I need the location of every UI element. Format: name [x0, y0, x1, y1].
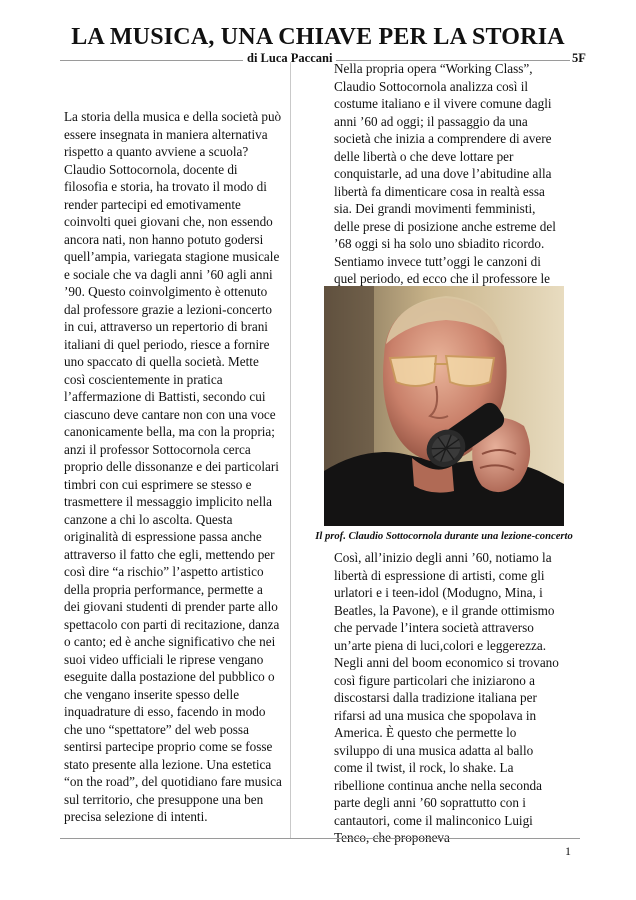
author-byline: di Luca Paccani: [243, 51, 336, 66]
right-column-bottom-text: Così, all’inizio degli anni ’60, notiamo la libertà di espressione di artisti, come gli urlatori e i teen-idol (Modugno, Mina, i Beatles, la Pavone), e il grande ottimismo che pervade l’intera società attraverso un’arte piena di luci,colori e leggerezza. Negli anni del boom economico si trovano così figure particolari che iniziarono a discostarsi dalla tradizione italiana per rifarsi ad una musica che spopolava in America. È questo che permette lo sviluppo di una musica adatta al ballo come il twist, il rock, lo shake. La ribellione continua anche nella seconda parte degli anni ’60 soprattutto con i cantautori, come il malinconico Luigi Tenco, che proponeva: [334, 550, 559, 845]
portrait-photo: [324, 286, 564, 526]
column-divider: [290, 62, 291, 838]
photo-caption: Il prof. Claudio Sottocornola durante una lezione-concerto: [315, 531, 573, 542]
right-column-top-text: Nella propria opera “Working Class”, Claudio Sottocornola analizza così il costume italiano e il vivere comune dagli anni ’60 ad oggi; il passaggio da una società che inizia a comprendere di avere delle libertà o che deve lottare per conquistarle, ad una dove l’abitudine alla libertà fa dimenticare cosa in realtà essa sia. Dei grandi movimenti femministi, delle prese di posizione anche estreme del ’68 oggi si ha solo uno sbiadito ricordo. Sentiamo invece tutt’oggi le canzoni di quel periodo, ed ecco che il professore le: [334, 61, 556, 286]
left-column-text: La storia della musica e della società può essere insegnata in maniera alternativa rispetto a quanto avviene a scuola? Claudio Sottocornola, docente di filosofia e storia, ha trovato il modo di render partecipi ed emotivamente coinvolti quei giovani che, non essendo ancora nati, non hanno potuto godersi quell’ampia, variegata stagione musicale e sociale che va dagli anni ’60 agli anni ’90. Questo coinvolgimento è ottenuto dal professore grazie a lezioni-concerto in cui, attraverso un repertorio di brani italiani di quel periodo, riesce a fornire uno spaccato di quella società. Mette così coscientemente in pratica l’affermazione di Battisti, secondo cui ciascuno deve cantare non con una voce canonicamente bella, ma con la propria; anzi il professor Sottocornola cerca proprio delle dissonanze e dei particolari timbri con cui esprimere se stesso e trasmettere il messaggio implicito nella canzone a chi lo ascolta. Questa originalità di espressione passa anche attraverso il fatto che egli, mettendo per così dire “a rischio” l’aspetto artistico della propria performance, permette a dei giovani studenti di prender parte allo spettacolo con parti di recitazione, danza o canto; ed è anche significativo che nei suoi video ufficiali le riprese vengano eseguite dalla postazione del pubblico o che vengano inserite spesso delle inquadrature di esso, facendo in modo che uno “spettatore” del web possa sentirsi partecipe proprio come se fosse stato presente alla lezione. Una estetica “on the road”, del quotidiano fare musica sul territorio, che presuppone una ben precisa selezione di intenti.: [64, 109, 282, 824]
footer-rule: [60, 838, 580, 839]
class-code: 5F: [572, 51, 586, 65]
page-number: 1: [565, 844, 571, 858]
article-title: LA MUSICA, UNA CHIAVE PER LA STORIA: [71, 24, 565, 50]
